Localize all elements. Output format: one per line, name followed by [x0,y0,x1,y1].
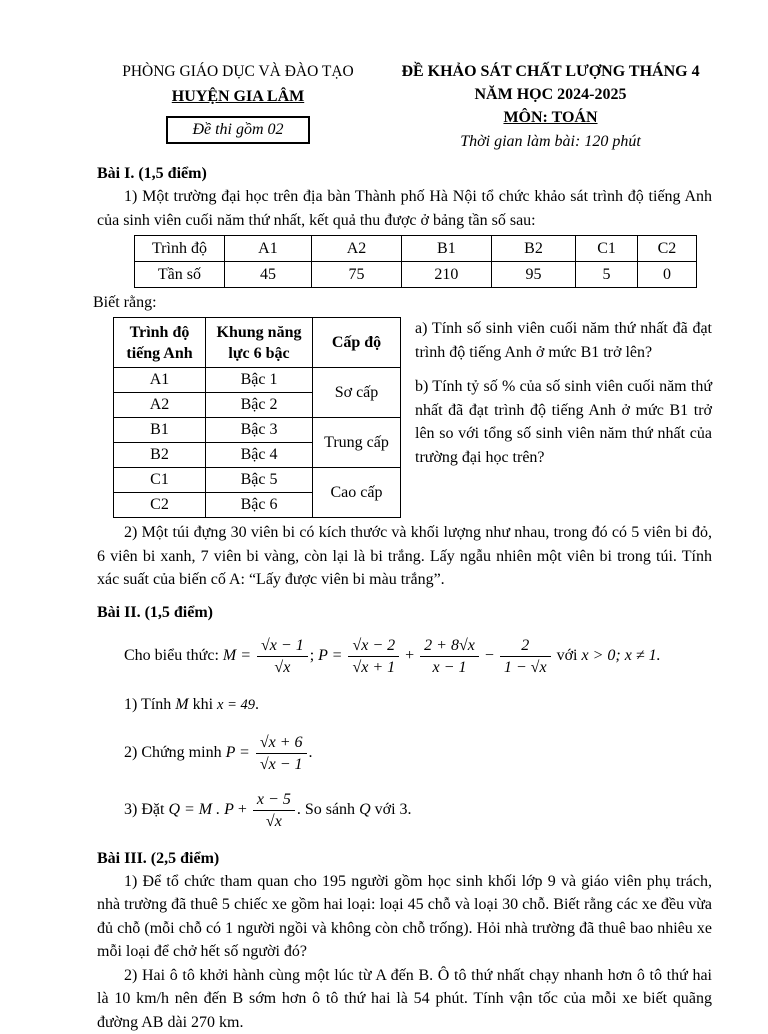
question-text: khi [193,696,213,713]
section-1-problem-1: 1) Một trường đại học trên địa bàn Thành phố Hà Nội tổ chức khảo sát trình độ tiếng Anh của sinh viên cuối năm thứ nhất, kết quả thu được ở bảng tần số sau: [97,185,712,232]
section-3-problem-2: 2) Hai ô tô khởi hành cùng một lúc từ A đến B. Ô tô thứ nhất chạy nhanh hơn ô tô thứ hai là 10 km/h nên đến B sớm hơn ô tô thứ hai là 54 phút. Tính vận tốc của mỗi xe biết quãng đường AB dài 270 km. [97,964,712,1034]
table-cell: B1 [401,236,491,262]
table-cell: 45 [224,262,311,288]
variable-m: M [175,696,188,713]
table-cell: Bậc 6 [206,493,313,518]
frequency-table [134,235,697,288]
fraction-denominator: √x + 1 [348,657,399,677]
question-text: 1) Tính [124,696,171,713]
fraction-numerator: √x + 6 [256,733,307,754]
table-row [114,418,401,443]
period: . [309,744,313,761]
plus-operator: + [238,801,247,818]
fraction-numerator: x − 5 [253,790,295,811]
table-row [114,318,401,368]
table-header-cell: Khung năng lực 6 bậc [206,318,313,368]
fraction-denominator: 1 − √x [500,657,551,677]
table-row [135,262,697,288]
table-and-questions [97,317,712,518]
exam-pages-box: Đề thi gồm 02 [166,116,309,144]
table-cell: Bậc 1 [206,368,313,393]
table-cell: A2 [312,236,402,262]
table-cell: Bậc 2 [206,393,313,418]
table-cell-merged: Trung cấp [313,418,401,468]
issuer-district: HUYỆN GIA LÂM [97,85,379,108]
section-2-question-2 [124,733,712,774]
p-fraction-1 [348,636,399,677]
table-cell: Trình độ [135,236,225,262]
table-cell: 95 [491,262,575,288]
question-text: 3) Đặt [124,801,164,818]
table-header-cell: Trình độ tiếng Anh [114,318,206,368]
p-result-fraction [256,733,307,774]
table-cell-merged: Sơ cấp [313,368,401,418]
fraction-denominator: √x − 1 [256,754,307,774]
section-2-question-3 [124,790,712,831]
fraction-denominator: x − 1 [420,657,479,677]
table-cell: Tần số [135,262,225,288]
table-cell: 5 [576,262,638,288]
table-cell: C2 [114,493,206,518]
condition-math: x > 0; x ≠ 1. [581,647,660,664]
table-cell: A1 [114,368,206,393]
given-that-label: Biết rằng: [93,291,712,314]
question-b: b) Tính tỷ số % của số sinh viên cuối năm thứ nhất đã đạt trình độ tiếng Anh ở mức B1 trở lên so với tổng số sinh viên năm thứ nhất của trường đại học trên? [415,375,712,469]
m-lhs: M = [223,647,251,664]
fraction-denominator: √x [253,811,295,831]
m-fraction [257,636,308,677]
table-cell: C2 [637,236,696,262]
q-fraction [253,790,295,831]
exam-title-block [389,60,712,153]
separator: ; [310,647,314,664]
section-2-heading: Bài II. (1,5 điểm) [97,601,712,624]
table-cell: C1 [576,236,638,262]
table-row [114,468,401,493]
question-text: 2) Chứng minh [124,744,222,761]
table-cell: A1 [224,236,311,262]
question-text: . So sánh [297,801,355,818]
question-a: a) Tính số sinh viên cuối năm thứ nhất đã đạt trình độ tiếng Anh ở mức B1 trở lên? [415,317,712,364]
table-header-cell: Cấp độ [313,318,401,368]
page-header [97,60,712,153]
question-column [415,317,712,469]
fraction-numerator: 2 + 8√x [420,636,479,657]
section-3-problem-1: 1) Để tổ chức tham quan cho 195 người gồm học sinh khối lớp 9 và giáo viên phụ trách, nhà trường đã thuê 5 chiếc xe gồm hai loại: loại 45 chỗ và loại 30 chỗ. Biết rằng các xe đều vừa đủ chỗ (mỗi chỗ có 1 người ngồi và không còn chỗ trống). Hỏi nhà trường đã thuê bao nhiêu xe mỗi loại để chở hết số người đó? [97,870,712,964]
table-cell: C1 [114,468,206,493]
level-mapping-table [113,317,401,518]
fraction-numerator: √x − 2 [348,636,399,657]
table-cell: B2 [491,236,575,262]
school-year: NĂM HỌC 2024-2025 [389,83,712,106]
section-2-question-1 [124,693,712,717]
table-cell: A2 [114,393,206,418]
section-1-problem-2: 2) Một túi đựng 30 viên bi có kích thước và khối lượng như nhau, trong đó có 5 viên bi đỏ, 6 viên bi xanh, 7 viên bi vàng, còn lại là bi trắng. Lấy ngẫu nhiên một viên bi trong túi. Tính xác suất của biến cố A: “Lấy được viên bi màu trắng”. [97,521,712,592]
q-definition: Q = M . P [168,801,233,818]
table-cell: 75 [312,262,402,288]
section-3-heading: Bài III. (2,5 điểm) [97,847,712,870]
section-1-heading: Bài I. (1,5 điểm) [97,162,712,185]
table-row [135,236,697,262]
p-fraction-3 [500,636,551,677]
fraction-numerator: 2 [500,636,551,657]
table-cell: Bậc 5 [206,468,313,493]
time-limit: Thời gian làm bài: 120 phút [389,130,712,153]
p-fraction-2 [420,636,479,677]
issuer-block [97,60,379,144]
table-cell: 0 [637,262,696,288]
exam-title: ĐỀ KHẢO SÁT CHẤT LƯỢNG THÁNG 4 [389,60,712,83]
section-2-formula [124,636,712,677]
formula-intro: Cho biểu thức: [124,647,219,664]
condition-prefix: với [557,647,578,664]
table-row [114,368,401,393]
table-cell: B1 [114,418,206,443]
table-cell: Bậc 4 [206,443,313,468]
question-text: với 3. [375,801,412,818]
x-value: x = 49 [217,697,255,713]
table-cell: 210 [401,262,491,288]
table-cell: B2 [114,443,206,468]
table-cell-merged: Cao cấp [313,468,401,518]
issuer-department: PHÒNG GIÁO DỤC VÀ ĐÀO TẠO [97,60,379,83]
table-cell: Bậc 3 [206,418,313,443]
p-lhs: P = [226,744,250,761]
p-lhs: P = [318,647,342,664]
subject: MÔN: TOÁN [389,106,712,129]
fraction-numerator: √x − 1 [257,636,308,657]
minus-operator: − [485,647,494,664]
period: . [255,696,259,713]
variable-q: Q [359,801,371,818]
fraction-denominator: √x [257,657,308,677]
plus-operator: + [405,647,414,664]
